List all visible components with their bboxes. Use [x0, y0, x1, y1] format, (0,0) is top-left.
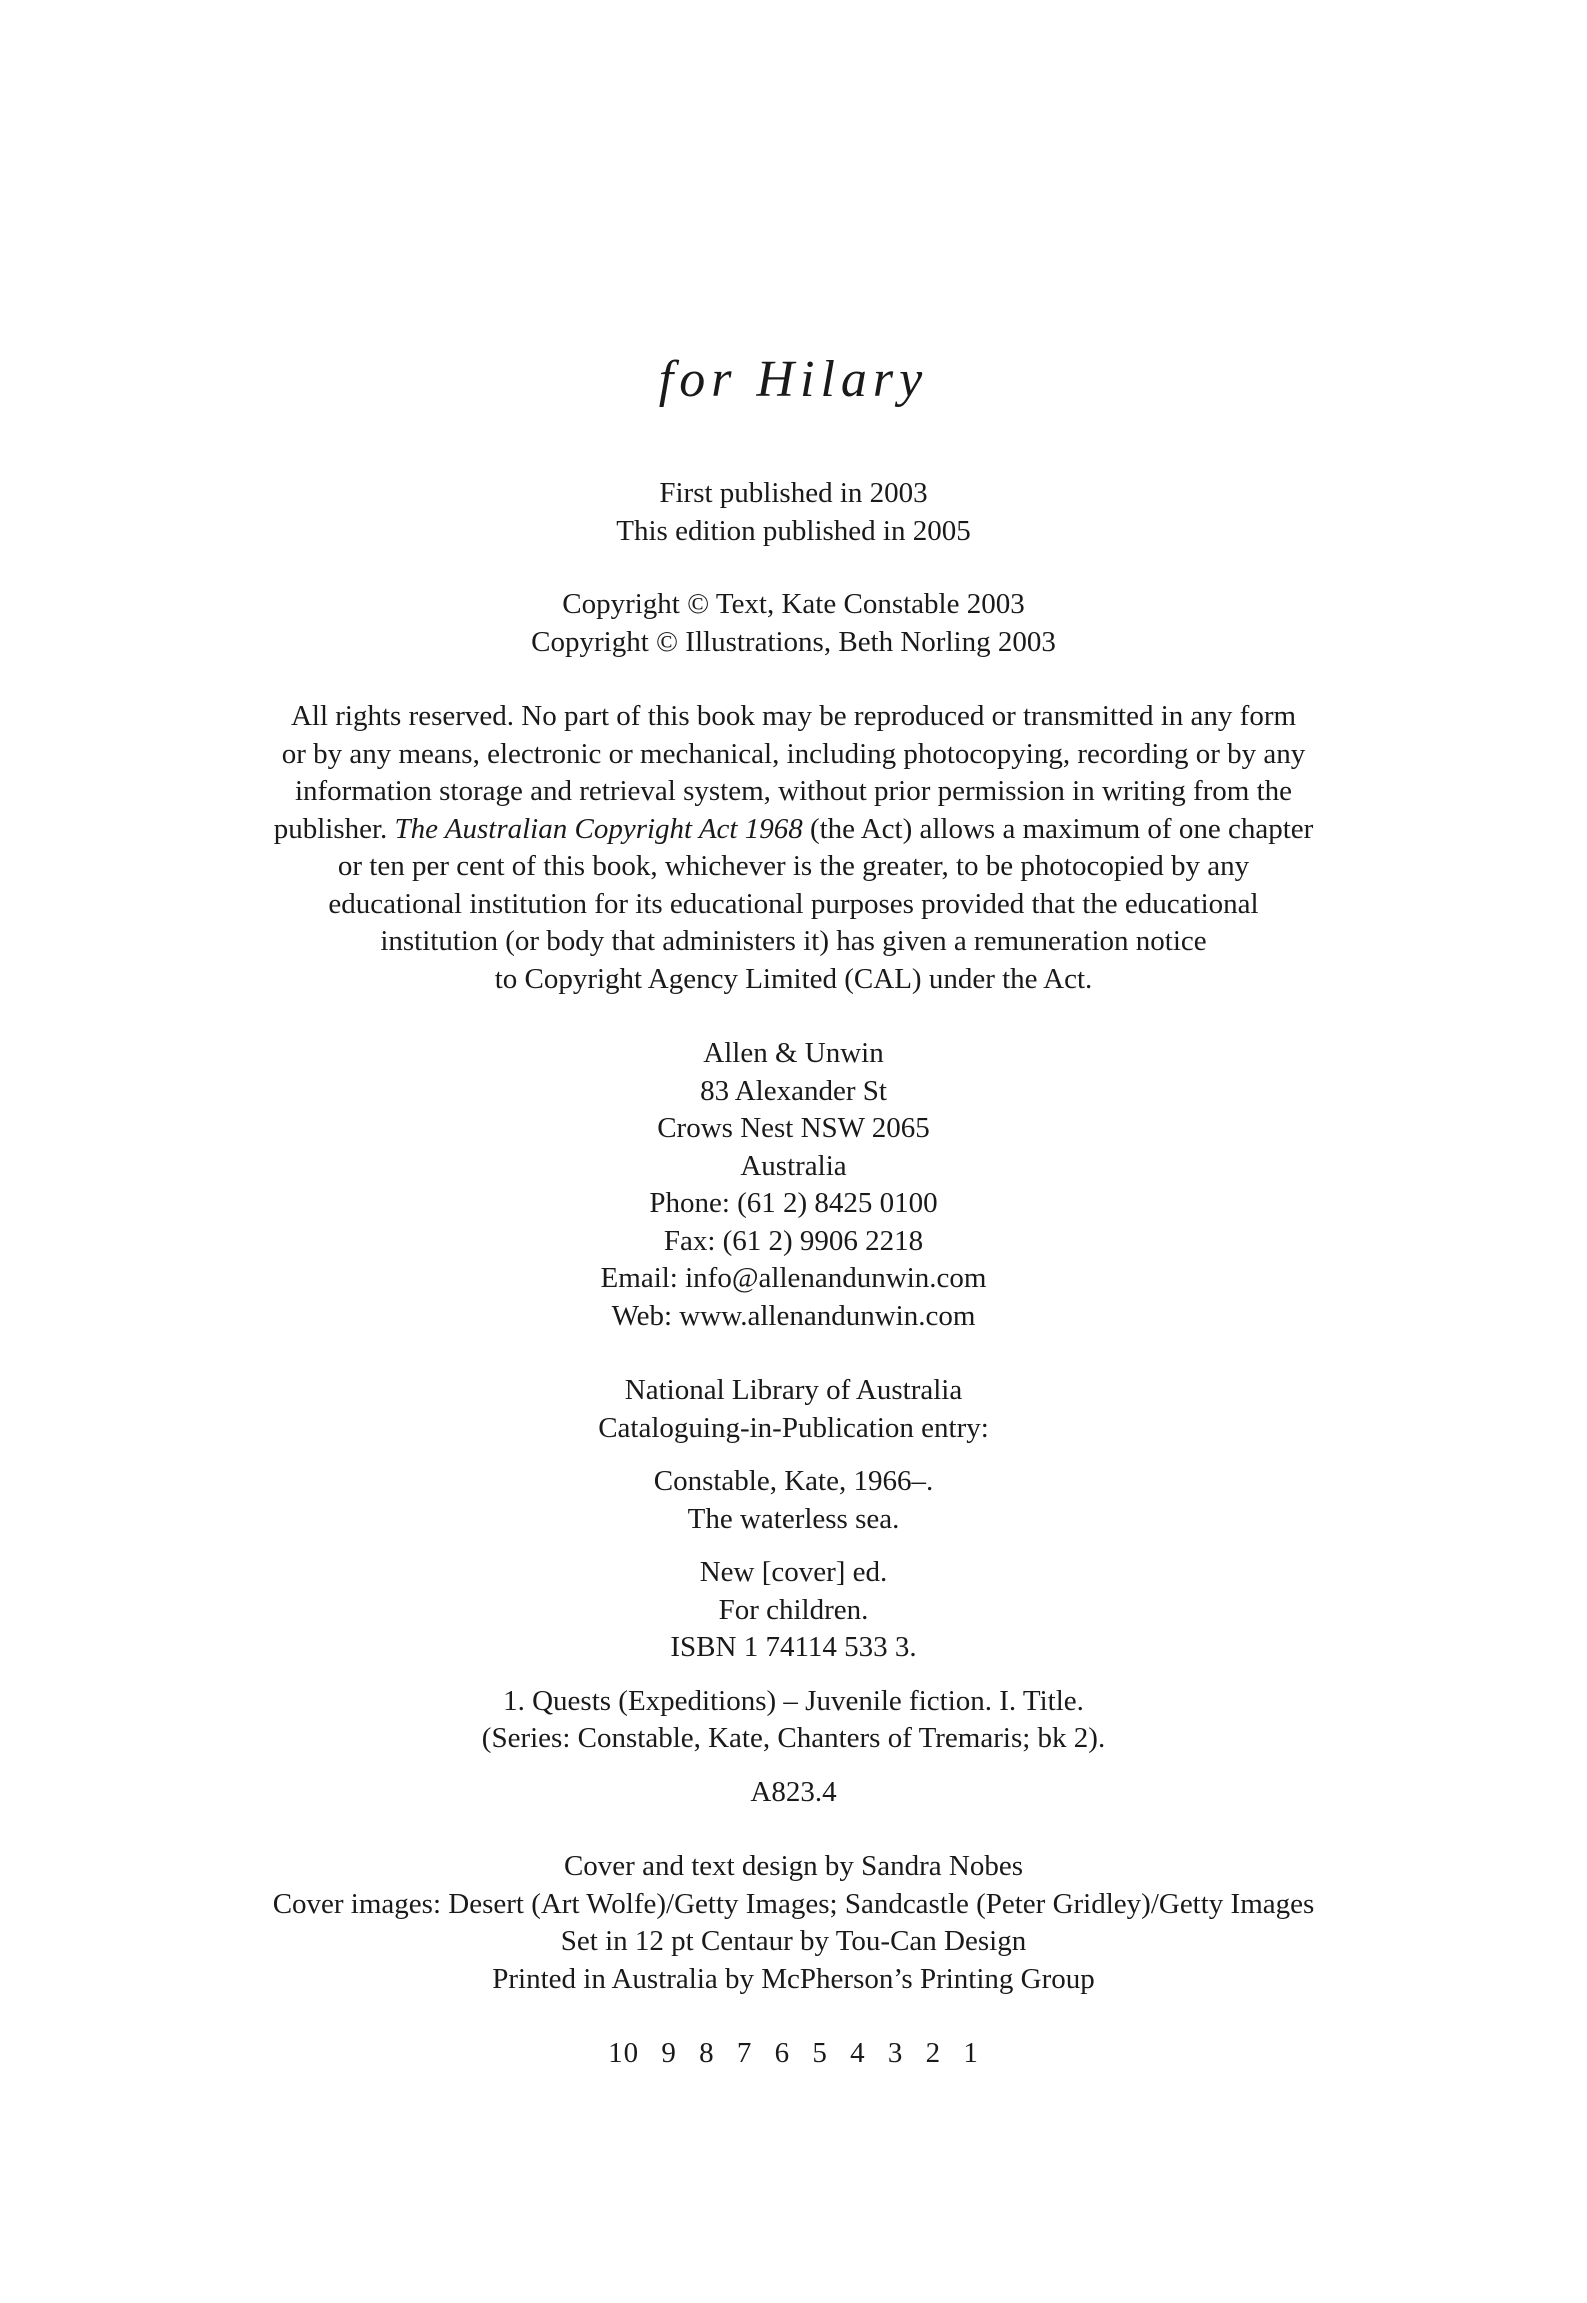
rights-line: [219, 811, 1369, 849]
rights-line: educational institution for its educational purposes provided that the educational: [328, 887, 1259, 920]
rights-statement: [219, 698, 1369, 998]
publisher-phone: Phone: (61 2) 8425 0100: [649, 1187, 938, 1219]
act-title: The Australian Copyright Act 1968: [394, 812, 803, 845]
image-credit: Cover images: Desert (Art Wolfe)/Getty Images; Sandcastle (Peter Gridley)/Getty Images: [272, 1887, 1315, 1920]
first-published: First published in 2003: [659, 477, 928, 509]
rights-line: information storage and retrieval system, without prior permission in writing from the: [294, 775, 1293, 807]
catalog-isbn: ISBN 1 74114 533 3.: [670, 1631, 917, 1663]
printer-credit: Printed in Australia by McPherson’s Printing Group: [492, 1962, 1095, 1995]
nla-line: Cataloguing-in-Publication entry:: [598, 1411, 989, 1444]
catalog-subjects: [0, 1683, 1587, 1758]
catalog-series: (Series: Constable, Kate, Chanters of Tremaris; bk 2).: [481, 1722, 1106, 1754]
publisher-web: Web: www.allenandunwin.com: [611, 1299, 976, 1332]
rights-line-post: (the Act) allows a maximum of one chapter: [802, 812, 1314, 845]
rights-line: or by any means, electronic or mechanical, including photocopying, recording or by any: [281, 737, 1306, 770]
print-run-numbers: 10 9 8 7 6 5 4 3 2 1: [608, 2037, 979, 2069]
rights-line: All rights reserved. No part of this book may be reproduced or transmitted in any form: [290, 700, 1297, 732]
typeset-credit: Set in 12 pt Centaur by Tou-Can Design: [560, 1925, 1027, 1957]
edition-published: This edition published in 2005: [616, 514, 971, 547]
publisher-fax: Fax: (61 2) 9906 2218: [663, 1224, 924, 1257]
publisher-name: Allen & Unwin: [703, 1037, 884, 1069]
catalog-author-title: [0, 1463, 1587, 1538]
rights-line: or ten per cent of this book, whichever is the greater, to be photocopied by any: [337, 850, 1250, 882]
publication-history: [0, 475, 1587, 550]
nla-line: National Library of Australia: [624, 1374, 963, 1406]
production-credits: [0, 1848, 1587, 1998]
catalog-edition: New [cover] ed.: [699, 1556, 888, 1588]
publisher-country: Australia: [740, 1149, 847, 1182]
catalog-dewey: [0, 1774, 1587, 1812]
rights-line-pre: publisher.: [273, 812, 395, 845]
rights-line: institution (or body that administers it) has given a remuneration notice: [380, 925, 1207, 957]
publisher-email: Email: info@allenandunwin.com: [600, 1262, 987, 1294]
publisher-city: Crows Nest NSW 2065: [657, 1112, 930, 1144]
dedication: for Hilary: [658, 351, 929, 408]
nla-heading: [0, 1372, 1587, 1447]
catalog-edition-info: [0, 1554, 1587, 1667]
copyright-notices: [0, 586, 1587, 661]
rights-line: to Copyright Agency Limited (CAL) under the Act.: [494, 962, 1093, 995]
publisher-street: 83 Alexander St: [700, 1074, 887, 1107]
catalog-author: Constable, Kate, 1966–.: [653, 1465, 934, 1497]
dewey-number: A823.4: [750, 1775, 837, 1808]
copyright-illustrations: Copyright © Illustrations, Beth Norling 2003: [531, 625, 1056, 658]
catalog-audience: For children.: [718, 1593, 869, 1626]
catalog-title: The waterless sea.: [687, 1502, 900, 1535]
copyright-text: Copyright © Text, Kate Constable 2003: [562, 588, 1025, 620]
design-credit: Cover and text design by Sandra Nobes: [563, 1850, 1024, 1882]
catalog-subject-line: 1. Quests (Expeditions) – Juvenile fiction. I. Title.: [503, 1684, 1084, 1717]
publisher-address: [0, 1035, 1587, 1335]
